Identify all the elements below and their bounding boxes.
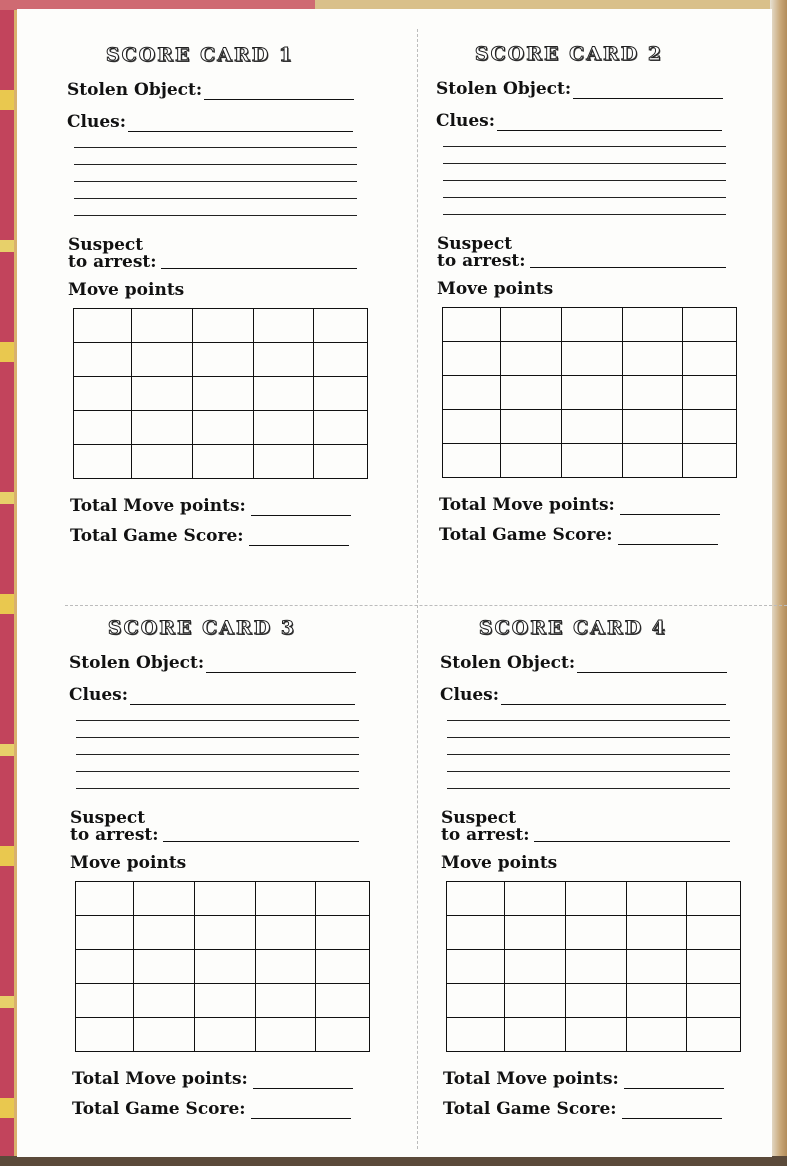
clues-field[interactable] xyxy=(497,116,722,131)
grid-cell[interactable] xyxy=(193,309,254,343)
move-points-grid xyxy=(446,881,741,1052)
total-move-row xyxy=(439,495,720,515)
stolen-object-field[interactable] xyxy=(206,658,356,673)
grid-cell[interactable] xyxy=(254,445,314,479)
grid-cell[interactable] xyxy=(505,950,566,984)
grid-cell[interactable] xyxy=(566,882,627,916)
grid-cell[interactable] xyxy=(566,916,627,950)
grid-cell[interactable] xyxy=(623,444,683,478)
clue-line[interactable] xyxy=(443,197,726,198)
grid-cell[interactable] xyxy=(505,1018,566,1052)
grid-row xyxy=(447,984,741,1018)
arrest-label: to arrest: xyxy=(68,252,157,272)
grid-cell[interactable] xyxy=(687,882,741,916)
grid-cell[interactable] xyxy=(314,343,368,377)
grid-cell[interactable] xyxy=(627,950,687,984)
grid-row xyxy=(443,376,737,410)
grid-row xyxy=(443,444,737,478)
grid-cell[interactable] xyxy=(627,882,687,916)
grid-cell[interactable] xyxy=(501,444,562,478)
stolen-object-row xyxy=(69,653,356,673)
grid-cell[interactable] xyxy=(443,308,501,342)
grid-cell[interactable] xyxy=(447,984,505,1018)
total-game-label: Total Game Score: xyxy=(72,1099,246,1119)
suspect-label: Suspect xyxy=(437,234,513,254)
grid-cell[interactable] xyxy=(443,376,501,410)
card-title: SCORE CARD 2 xyxy=(474,43,664,65)
total-move-row xyxy=(72,1069,353,1089)
score-card-3 xyxy=(52,617,382,1117)
total-move-field[interactable] xyxy=(251,501,351,516)
grid-cell[interactable] xyxy=(256,916,316,950)
suspect-label: Suspect xyxy=(70,808,146,828)
move-points-grid xyxy=(442,307,737,478)
grid-cell[interactable] xyxy=(447,1018,505,1052)
clue-line[interactable] xyxy=(447,737,730,738)
grid-cell[interactable] xyxy=(316,950,370,984)
total-move-label: Total Move points: xyxy=(439,495,615,515)
card-title: SCORE CARD 4 xyxy=(478,617,668,639)
grid-cell[interactable] xyxy=(316,984,370,1018)
move-points-heading xyxy=(441,853,557,873)
total-move-label: Total Move points: xyxy=(443,1069,619,1089)
grid-row xyxy=(443,410,737,444)
grid-cell[interactable] xyxy=(447,916,505,950)
grid-cell[interactable] xyxy=(443,342,501,376)
clue-line[interactable] xyxy=(74,164,357,165)
grid-row xyxy=(76,882,370,916)
grid-cell[interactable] xyxy=(256,984,316,1018)
grid-cell[interactable] xyxy=(683,376,737,410)
clues-row xyxy=(440,685,726,705)
clue-line[interactable] xyxy=(443,214,726,215)
grid-cell[interactable] xyxy=(314,411,368,445)
vertical-perforation xyxy=(417,29,418,1149)
grid-cell[interactable] xyxy=(256,882,316,916)
grid-cell[interactable] xyxy=(314,377,368,411)
grid-cell[interactable] xyxy=(134,916,195,950)
stolen-object-label: Stolen Object: xyxy=(436,79,572,99)
grid-cell[interactable] xyxy=(254,411,314,445)
clue-line[interactable] xyxy=(443,163,726,164)
grid-cell[interactable] xyxy=(505,984,566,1018)
clues-row xyxy=(436,111,722,131)
grid-cell[interactable] xyxy=(76,916,134,950)
grid-cell[interactable] xyxy=(505,882,566,916)
card-title: SCORE CARD 1 xyxy=(105,44,295,66)
grid-cell[interactable] xyxy=(195,1018,256,1052)
suspect-label: Suspect xyxy=(68,235,144,255)
grid-row xyxy=(443,342,737,376)
grid-row xyxy=(74,377,368,411)
score-card-1 xyxy=(50,44,380,544)
grid-cell[interactable] xyxy=(687,916,741,950)
arrest-label: to arrest: xyxy=(437,251,526,271)
grid-row xyxy=(76,1018,370,1052)
grid-cell[interactable] xyxy=(76,882,134,916)
grid-cell[interactable] xyxy=(447,882,505,916)
grid-cell[interactable] xyxy=(566,984,627,1018)
total-game-row xyxy=(70,526,349,546)
grid-cell[interactable] xyxy=(254,343,314,377)
clue-line[interactable] xyxy=(74,181,357,182)
grid-cell[interactable] xyxy=(623,308,683,342)
grid-cell[interactable] xyxy=(193,411,254,445)
total-move-row xyxy=(443,1069,724,1089)
grid-cell[interactable] xyxy=(76,984,134,1018)
clues-field[interactable] xyxy=(130,690,355,705)
total-game-field[interactable] xyxy=(249,531,349,546)
grid-row xyxy=(76,984,370,1018)
suspect-field[interactable] xyxy=(161,254,357,269)
score-card-2 xyxy=(419,43,749,543)
total-game-label: Total Game Score: xyxy=(70,526,244,546)
clue-line[interactable] xyxy=(447,720,730,721)
grid-cell[interactable] xyxy=(566,950,627,984)
grid-cell[interactable] xyxy=(134,984,195,1018)
grid-cell[interactable] xyxy=(501,376,562,410)
total-game-row xyxy=(439,525,718,545)
grid-cell[interactable] xyxy=(193,377,254,411)
grid-cell[interactable] xyxy=(134,950,195,984)
move-points-heading xyxy=(70,853,186,873)
clue-line[interactable] xyxy=(447,754,730,755)
card-title: SCORE CARD 3 xyxy=(107,617,297,639)
grid-cell[interactable] xyxy=(627,916,687,950)
grid-cell[interactable] xyxy=(74,411,132,445)
grid-cell[interactable] xyxy=(132,377,193,411)
grid-cell[interactable] xyxy=(195,882,256,916)
grid-cell[interactable] xyxy=(562,376,623,410)
horizontal-perforation xyxy=(65,605,787,606)
grid-row xyxy=(76,950,370,984)
total-game-row xyxy=(443,1099,722,1119)
bottom-edge xyxy=(0,1156,787,1166)
suspect-field[interactable] xyxy=(163,827,359,842)
suspect-label: Suspect xyxy=(441,808,517,828)
clues-row xyxy=(69,685,355,705)
clue-line[interactable] xyxy=(74,215,357,216)
stolen-object-row xyxy=(67,80,354,100)
clues-label: Clues: xyxy=(67,112,127,132)
clues-field[interactable] xyxy=(128,117,353,132)
grid-cell[interactable] xyxy=(314,309,368,343)
total-move-field[interactable] xyxy=(253,1074,353,1089)
move-points-label: Move points xyxy=(70,853,187,873)
stolen-object-label: Stolen Object: xyxy=(440,653,576,673)
move-points-label: Move points xyxy=(68,280,185,300)
move-points-heading xyxy=(437,279,553,299)
grid-cell[interactable] xyxy=(193,343,254,377)
clue-line[interactable] xyxy=(74,198,357,199)
suspect-field[interactable] xyxy=(534,827,730,842)
grid-cell[interactable] xyxy=(316,1018,370,1052)
grid-cell[interactable] xyxy=(132,445,193,479)
grid-row xyxy=(447,950,741,984)
grid-cell[interactable] xyxy=(256,1018,316,1052)
grid-cell[interactable] xyxy=(683,342,737,376)
clues-label: Clues: xyxy=(440,685,500,705)
grid-cell[interactable] xyxy=(683,410,737,444)
total-game-row xyxy=(72,1099,351,1119)
grid-row xyxy=(74,411,368,445)
grid-cell[interactable] xyxy=(562,308,623,342)
grid-cell[interactable] xyxy=(501,342,562,376)
grid-cell[interactable] xyxy=(76,1018,134,1052)
grid-cell[interactable] xyxy=(562,410,623,444)
grid-cell[interactable] xyxy=(132,309,193,343)
grid-cell[interactable] xyxy=(193,445,254,479)
total-move-label: Total Move points: xyxy=(72,1069,248,1089)
grid-cell[interactable] xyxy=(195,950,256,984)
grid-cell[interactable] xyxy=(254,377,314,411)
grid-cell[interactable] xyxy=(627,984,687,1018)
clues-label: Clues: xyxy=(69,685,129,705)
grid-cell[interactable] xyxy=(447,950,505,984)
total-game-field[interactable] xyxy=(622,1104,722,1119)
clue-line[interactable] xyxy=(447,771,730,772)
suspect-to-arrest xyxy=(70,810,159,844)
total-move-row xyxy=(70,496,351,516)
total-game-label: Total Game Score: xyxy=(439,525,613,545)
grid-cell[interactable] xyxy=(316,916,370,950)
stolen-object-label: Stolen Object: xyxy=(69,653,205,673)
grid-cell[interactable] xyxy=(443,444,501,478)
grid-cell[interactable] xyxy=(443,410,501,444)
grid-cell[interactable] xyxy=(687,984,741,1018)
clue-line[interactable] xyxy=(447,788,730,789)
grid-row xyxy=(447,1018,741,1052)
grid-cell[interactable] xyxy=(74,343,132,377)
clues-row xyxy=(67,112,353,132)
grid-cell[interactable] xyxy=(683,444,737,478)
grid-cell[interactable] xyxy=(254,309,314,343)
clue-line[interactable] xyxy=(76,771,359,772)
grid-row xyxy=(447,916,741,950)
total-game-label: Total Game Score: xyxy=(443,1099,617,1119)
clue-line[interactable] xyxy=(76,788,359,789)
grid-row xyxy=(76,916,370,950)
grid-cell[interactable] xyxy=(623,342,683,376)
grid-cell[interactable] xyxy=(74,377,132,411)
grid-cell[interactable] xyxy=(134,882,195,916)
suspect-to-arrest xyxy=(441,810,530,844)
move-points-grid xyxy=(75,881,370,1052)
grid-cell[interactable] xyxy=(562,444,623,478)
book-spine xyxy=(0,0,14,1166)
clue-line[interactable] xyxy=(74,147,357,148)
stolen-object-field[interactable] xyxy=(577,658,727,673)
stolen-object-row xyxy=(440,653,727,673)
total-move-field[interactable] xyxy=(624,1074,724,1089)
stolen-object-field[interactable] xyxy=(573,84,723,99)
grid-cell[interactable] xyxy=(687,1018,741,1052)
clue-line[interactable] xyxy=(76,720,359,721)
grid-cell[interactable] xyxy=(623,410,683,444)
grid-cell[interactable] xyxy=(566,1018,627,1052)
total-move-label: Total Move points: xyxy=(70,496,246,516)
stolen-object-label: Stolen Object: xyxy=(67,80,203,100)
grid-row xyxy=(74,343,368,377)
grid-cell[interactable] xyxy=(562,342,623,376)
grid-cell[interactable] xyxy=(195,916,256,950)
suspect-to-arrest xyxy=(437,236,526,270)
stolen-object-field[interactable] xyxy=(204,85,354,100)
grid-cell[interactable] xyxy=(627,1018,687,1052)
grid-cell[interactable] xyxy=(316,882,370,916)
grid-row xyxy=(74,309,368,343)
grid-cell[interactable] xyxy=(687,950,741,984)
clue-line[interactable] xyxy=(443,180,726,181)
grid-cell[interactable] xyxy=(501,410,562,444)
grid-cell[interactable] xyxy=(74,445,132,479)
grid-row xyxy=(74,445,368,479)
grid-cell[interactable] xyxy=(76,950,134,984)
arrest-label: to arrest: xyxy=(70,825,159,845)
total-move-field[interactable] xyxy=(620,500,720,515)
grid-cell[interactable] xyxy=(314,445,368,479)
suspect-field[interactable] xyxy=(530,253,726,268)
stolen-object-row xyxy=(436,79,723,99)
grid-cell[interactable] xyxy=(134,1018,195,1052)
clues-label: Clues: xyxy=(436,111,496,131)
grid-cell[interactable] xyxy=(74,309,132,343)
arrest-label: to arrest: xyxy=(441,825,530,845)
clue-line[interactable] xyxy=(443,146,726,147)
grid-row xyxy=(443,308,737,342)
suspect-to-arrest xyxy=(68,237,157,271)
clues-field[interactable] xyxy=(501,690,726,705)
move-points-heading xyxy=(68,280,184,300)
total-game-field[interactable] xyxy=(251,1104,351,1119)
clue-line[interactable] xyxy=(76,754,359,755)
grid-cell[interactable] xyxy=(505,916,566,950)
move-points-grid xyxy=(73,308,368,479)
total-game-field[interactable] xyxy=(618,530,718,545)
move-points-label: Move points xyxy=(441,853,558,873)
score-card-4 xyxy=(423,617,753,1117)
grid-cell[interactable] xyxy=(623,376,683,410)
move-points-label: Move points xyxy=(437,279,554,299)
grid-cell[interactable] xyxy=(256,950,316,984)
grid-cell[interactable] xyxy=(683,308,737,342)
clue-line[interactable] xyxy=(76,737,359,738)
right-page-edge xyxy=(770,0,787,1166)
grid-cell[interactable] xyxy=(501,308,562,342)
grid-cell[interactable] xyxy=(132,343,193,377)
grid-row xyxy=(447,882,741,916)
grid-cell[interactable] xyxy=(132,411,193,445)
grid-cell[interactable] xyxy=(195,984,256,1018)
